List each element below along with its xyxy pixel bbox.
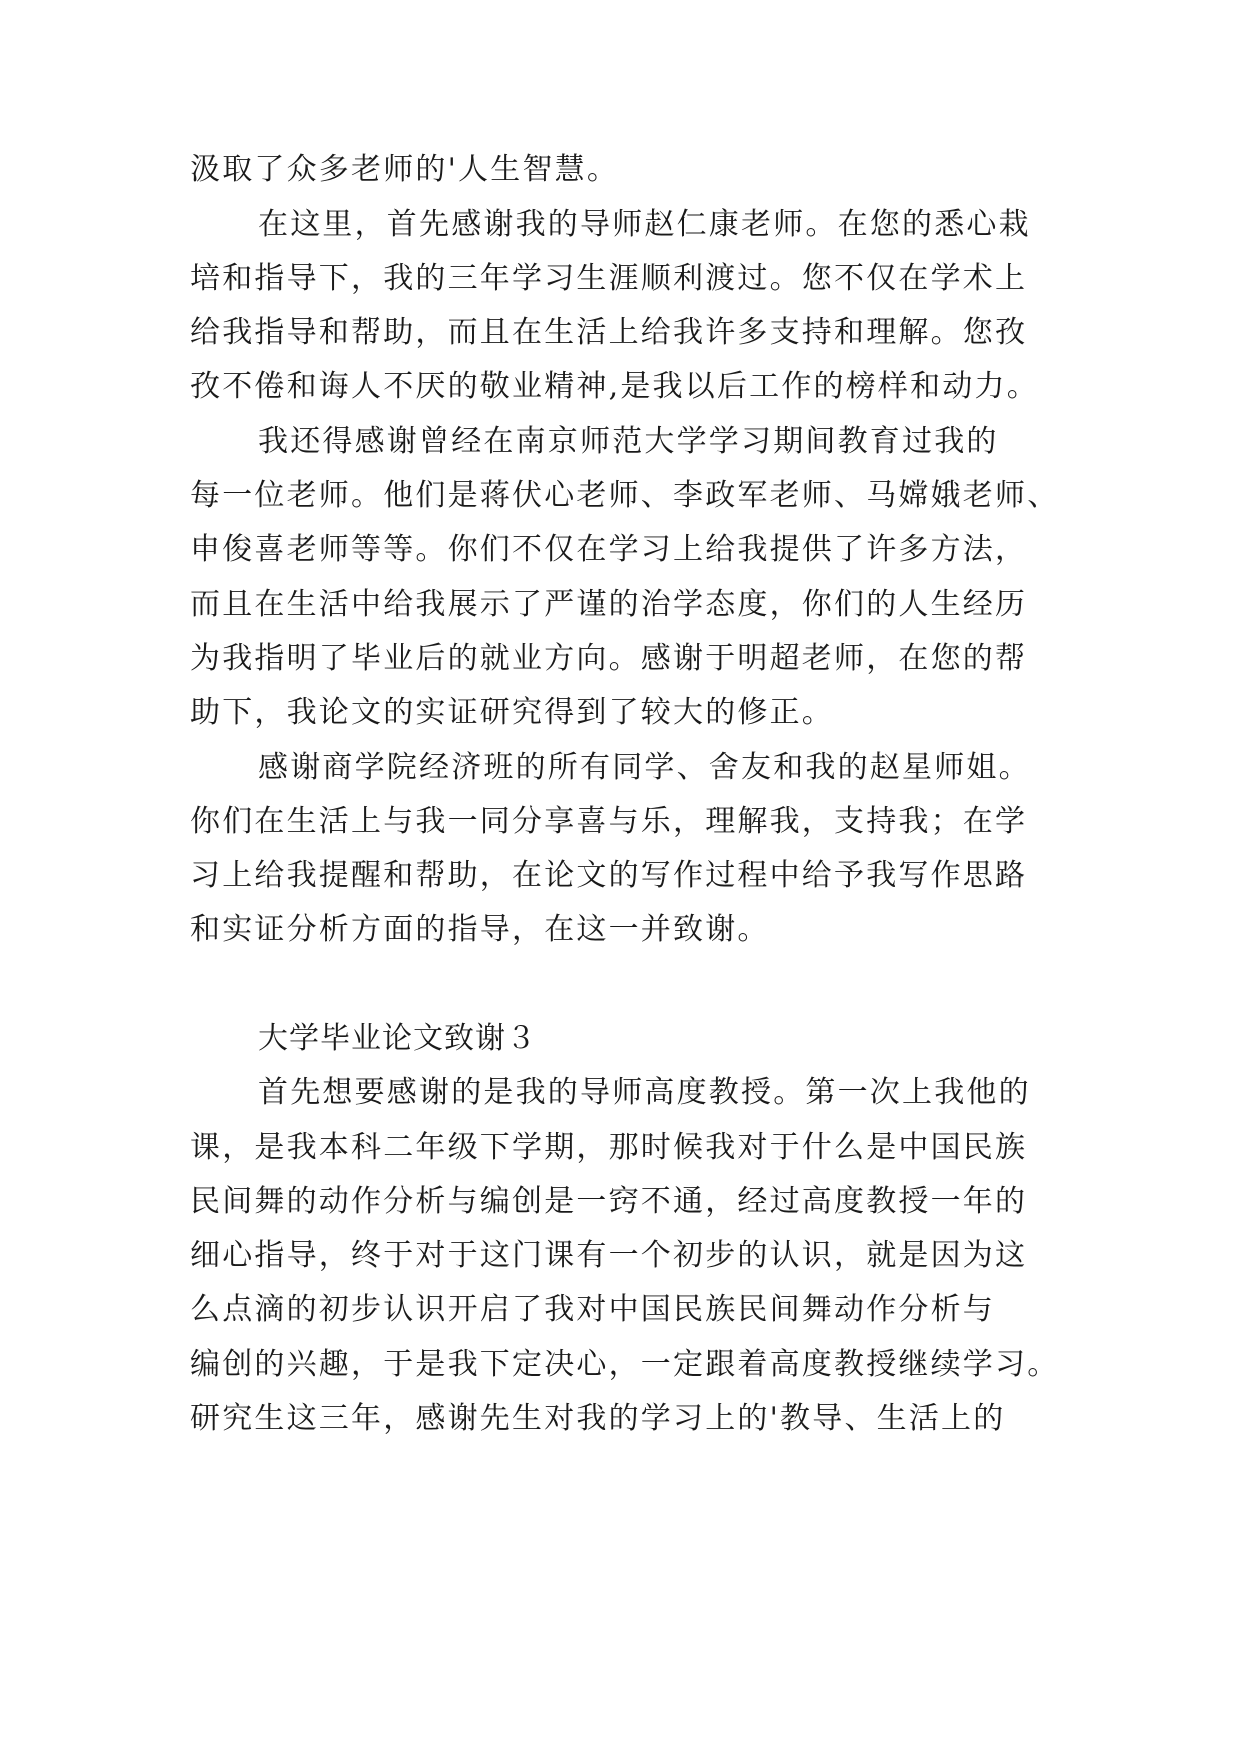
text-line: 细心指导，终于对于这门课有一个初步的认识，就是因为这 — [190, 1238, 1028, 1273]
text-line: 研究生这三年，感谢先生对我的学习上的'教导、生活上的 — [190, 1401, 1006, 1436]
text-line: 培和指导下，我的三年学习生涯顺利渡过。您不仅在学术上 — [190, 261, 1028, 296]
text-line: 课，是我本科二年级下学期，那时候我对于什么是中国民族 — [190, 1130, 1028, 1165]
text-line: 孜不倦和诲人不厌的敬业精神,是我以后工作的榜样和动力。 — [190, 369, 1039, 404]
paragraph-first-line: 在这里，首先感谢我的导师赵仁康老师。在您的悉心栽 — [258, 207, 1031, 242]
text-line: 民间舞的动作分析与编创是一窍不通，经过高度教授一年的 — [190, 1184, 1028, 1219]
text-line: 汲取了众多老师的'人生智慧。 — [190, 152, 620, 187]
text-line: 给我指导和帮助，而且在生活上给我许多支持和理解。您孜 — [190, 315, 1028, 350]
text-line: 申俊喜老师等等。你们不仅在学习上给我提供了许多方法， — [190, 532, 1028, 567]
section-heading: 大学毕业论文致谢３ — [258, 1021, 537, 1056]
text-line: 你们在生活上与我一同分享喜与乐，理解我，支持我；在学 — [190, 804, 1028, 839]
paragraph-first-line: 感谢商学院经济班的所有同学、舍友和我的赵星师姐。 — [258, 750, 1031, 785]
text-line: 助下，我论文的实证研究得到了较大的修正。 — [190, 695, 834, 730]
paragraph-first-line: 我还得感谢曾经在南京师范大学学习期间教育过我的 — [258, 424, 999, 459]
text-line: 和实证分析方面的指导，在这一并致谢。 — [190, 912, 770, 947]
text-line: 而且在生活中给我展示了严谨的治学态度，你们的人生经历 — [190, 587, 1028, 622]
text-line: 么点滴的初步认识开启了我对中国民族民间舞动作分析与 — [190, 1292, 995, 1327]
paragraph-first-line: 首先想要感谢的是我的导师高度教授。第一次上我他的 — [258, 1075, 1031, 1110]
text-line: 习上给我提醒和帮助，在论文的写作过程中给予我写作思路 — [190, 858, 1028, 893]
text-line: 编创的兴趣，于是我下定决心，一定跟着高度教授继续学习。 — [190, 1347, 1060, 1382]
text-line: 为我指明了毕业后的就业方向。感谢于明超老师，在您的帮 — [190, 641, 1028, 676]
text-line: 每一位老师。他们是蒋伏心老师、李政军老师、马嫦娥老师、 — [190, 478, 1060, 513]
